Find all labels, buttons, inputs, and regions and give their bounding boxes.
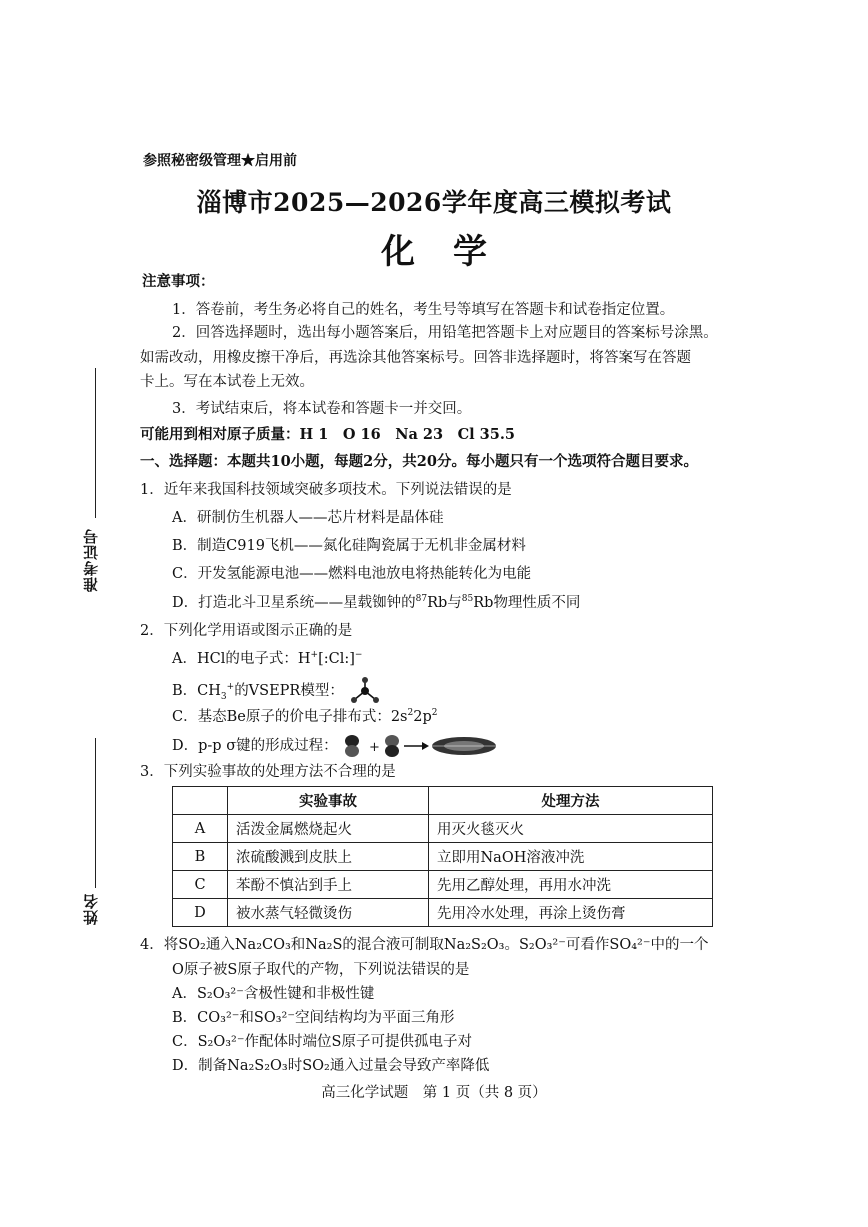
table-row (173, 843, 713, 871)
table-cell: 先用乙醇处理，再用水冲洗 (429, 871, 713, 899)
table-header-method: 处理方法 (429, 787, 713, 815)
q2-b-sub: 3 (220, 691, 227, 702)
notice-item-2-line-1: 2．回答选择题时，选出每小题答案后，用铅笔把答题卡上对应题目的答案标号涂黑。 (172, 325, 718, 341)
q4-option-d: D．制备Na₂S₂O₃时SO₂通入过量会导致产率降低 (172, 1058, 490, 1074)
q2-c-prefix: C．基态Be原子的价电子排布式：2s (172, 709, 408, 725)
accident-table (172, 786, 713, 927)
sigma-bond-figure (342, 733, 502, 759)
notice-item-2-line-3: 卡上。写在本试卷上无效。 (140, 374, 314, 390)
section-1-heading: 一、选择题：本题共10小题，每题2分，共20分。每小题只有一个选项符合题目要求。 (140, 453, 698, 470)
q2-b-prefix: B．CH (172, 683, 221, 699)
subject-title: 化学 (381, 232, 525, 272)
q1-stem: 1．近年来我国科技领域突破多项技术。下列说法错误的是 (140, 482, 512, 498)
table-row (173, 871, 713, 899)
table-cell: 活泼金属燃烧起火 (228, 815, 429, 843)
q2-c-sup1: 2 (407, 708, 414, 719)
q2-d-text: D．p-p σ键的形成过程： (172, 738, 338, 754)
table-cell: 浓硫酸溅到皮肤上 (228, 843, 429, 871)
q2-option-a: A．HCl的电子式：H+[:Cl:]− (172, 650, 363, 667)
q4-option-b: B．CO₃²⁻和SO₃²⁻空间结构均为平面三角形 (172, 1010, 455, 1026)
notice-item-2-line-2: 如需改动，用橡皮擦干净后，再选涂其他答案标号。回答非选择题时，将答案写在答题 (140, 350, 691, 366)
q4-option-c: C．S₂O₃²⁻作配体时端位S原子可提供孤电子对 (172, 1034, 472, 1050)
q2-option-d (172, 733, 502, 759)
exam-id-line (95, 368, 96, 518)
svg-text:+: + (369, 740, 381, 755)
q4-option-a: A．S₂O₃²⁻含极性键和非极性键 (172, 986, 375, 1002)
table-cell: 立即用NaOH溶液冲洗 (429, 843, 713, 871)
table-cell: A (173, 815, 228, 843)
table-cell: 用灭火毯灭火 (429, 815, 713, 843)
q2-option-b (172, 677, 382, 705)
notice-item-1: 1．答卷前，考生务必将自己的姓名，考生号等填写在答题卡和试卷指定位置。 (172, 302, 675, 318)
table-cell: 先用冷水处理，再涂上烫伤膏 (429, 899, 713, 927)
q1-d-suffix: 物理性质不同 (493, 595, 581, 611)
q2-option-c (172, 707, 437, 727)
q2-c-sup2: 2 (431, 708, 438, 719)
name-label: 姓名 (82, 893, 100, 925)
notice-heading: 注意事项： (142, 273, 215, 290)
q1-d-iso2-sym: Rb (473, 595, 494, 611)
page-footer: 高三化学试题 第 1 页（共 8 页） (321, 1085, 547, 1101)
q2-b-sup: + (226, 682, 235, 693)
exam-title: 淄博市2025—2026学年度高三模拟考试 (196, 188, 672, 217)
q1-option-d (172, 593, 580, 613)
table-header-row (173, 787, 713, 815)
q1-d-iso2-mass: 85 (461, 594, 474, 605)
q2-a-cl: [:Cl:] (318, 651, 355, 667)
table-row (173, 899, 713, 927)
q4-stem-line-1: 4．将SO₂通入Na₂CO₃和Na₂S的混合液可制取Na₂S₂O₃。S₂O₃²⁻可看作SO₄²⁻中的一个 (140, 937, 709, 953)
q1-option-b: B．制造C919飞机——氮化硅陶瓷属于无机非金属材料 (172, 538, 526, 554)
table-cell: 苯酚不慎沾到手上 (228, 871, 429, 899)
confidentiality-label: 参照秘密级管理★启用前 (143, 153, 297, 169)
table-header-blank (173, 787, 228, 815)
table-cell: B (173, 843, 228, 871)
q1-d-prefix: D．打造北斗卫星系统——星载铷钟的 (172, 595, 416, 611)
q2-b-suffix: 的VSEPR模型： (234, 683, 344, 699)
q1-d-mid: 与 (447, 595, 462, 611)
q2-c-mid: 2p (413, 709, 432, 725)
table-header-accident: 实验事故 (228, 787, 429, 815)
q1-option-a: A．研制仿生机器人——芯片材料是晶体硅 (172, 510, 444, 526)
vsepr-model-figure (348, 677, 382, 705)
q2-a-prefix: A．HCl的电子式： (172, 651, 298, 667)
q1-option-c: C．开发氢能源电池——燃料电池放电将热能转化为电能 (172, 566, 532, 582)
table-row (173, 815, 713, 843)
q2-stem: 2．下列化学用语或图示正确的是 (140, 623, 353, 639)
table-cell: D (173, 899, 228, 927)
exam-id-label: 准考证号 (82, 528, 100, 592)
q1-d-iso1-sym: Rb (427, 595, 448, 611)
atomic-masses: 可能用到相对原子质量：H 1 O 16 Na 23 Cl 35.5 (140, 426, 515, 443)
table-cell: C (173, 871, 228, 899)
q1-d-iso1-mass: 87 (415, 594, 428, 605)
q4-stem-line-2: O原子被S原子取代的产物，下列说法错误的是 (172, 962, 470, 978)
notice-item-3: 3．考试结束后，将本试卷和答题卡一并交回。 (172, 401, 472, 417)
name-line (95, 738, 96, 888)
q2-a-h: H (297, 651, 311, 667)
table-cell: 被水蒸气轻微烫伤 (228, 899, 429, 927)
q3-stem: 3．下列实验事故的处理方法不合理的是 (140, 764, 396, 780)
